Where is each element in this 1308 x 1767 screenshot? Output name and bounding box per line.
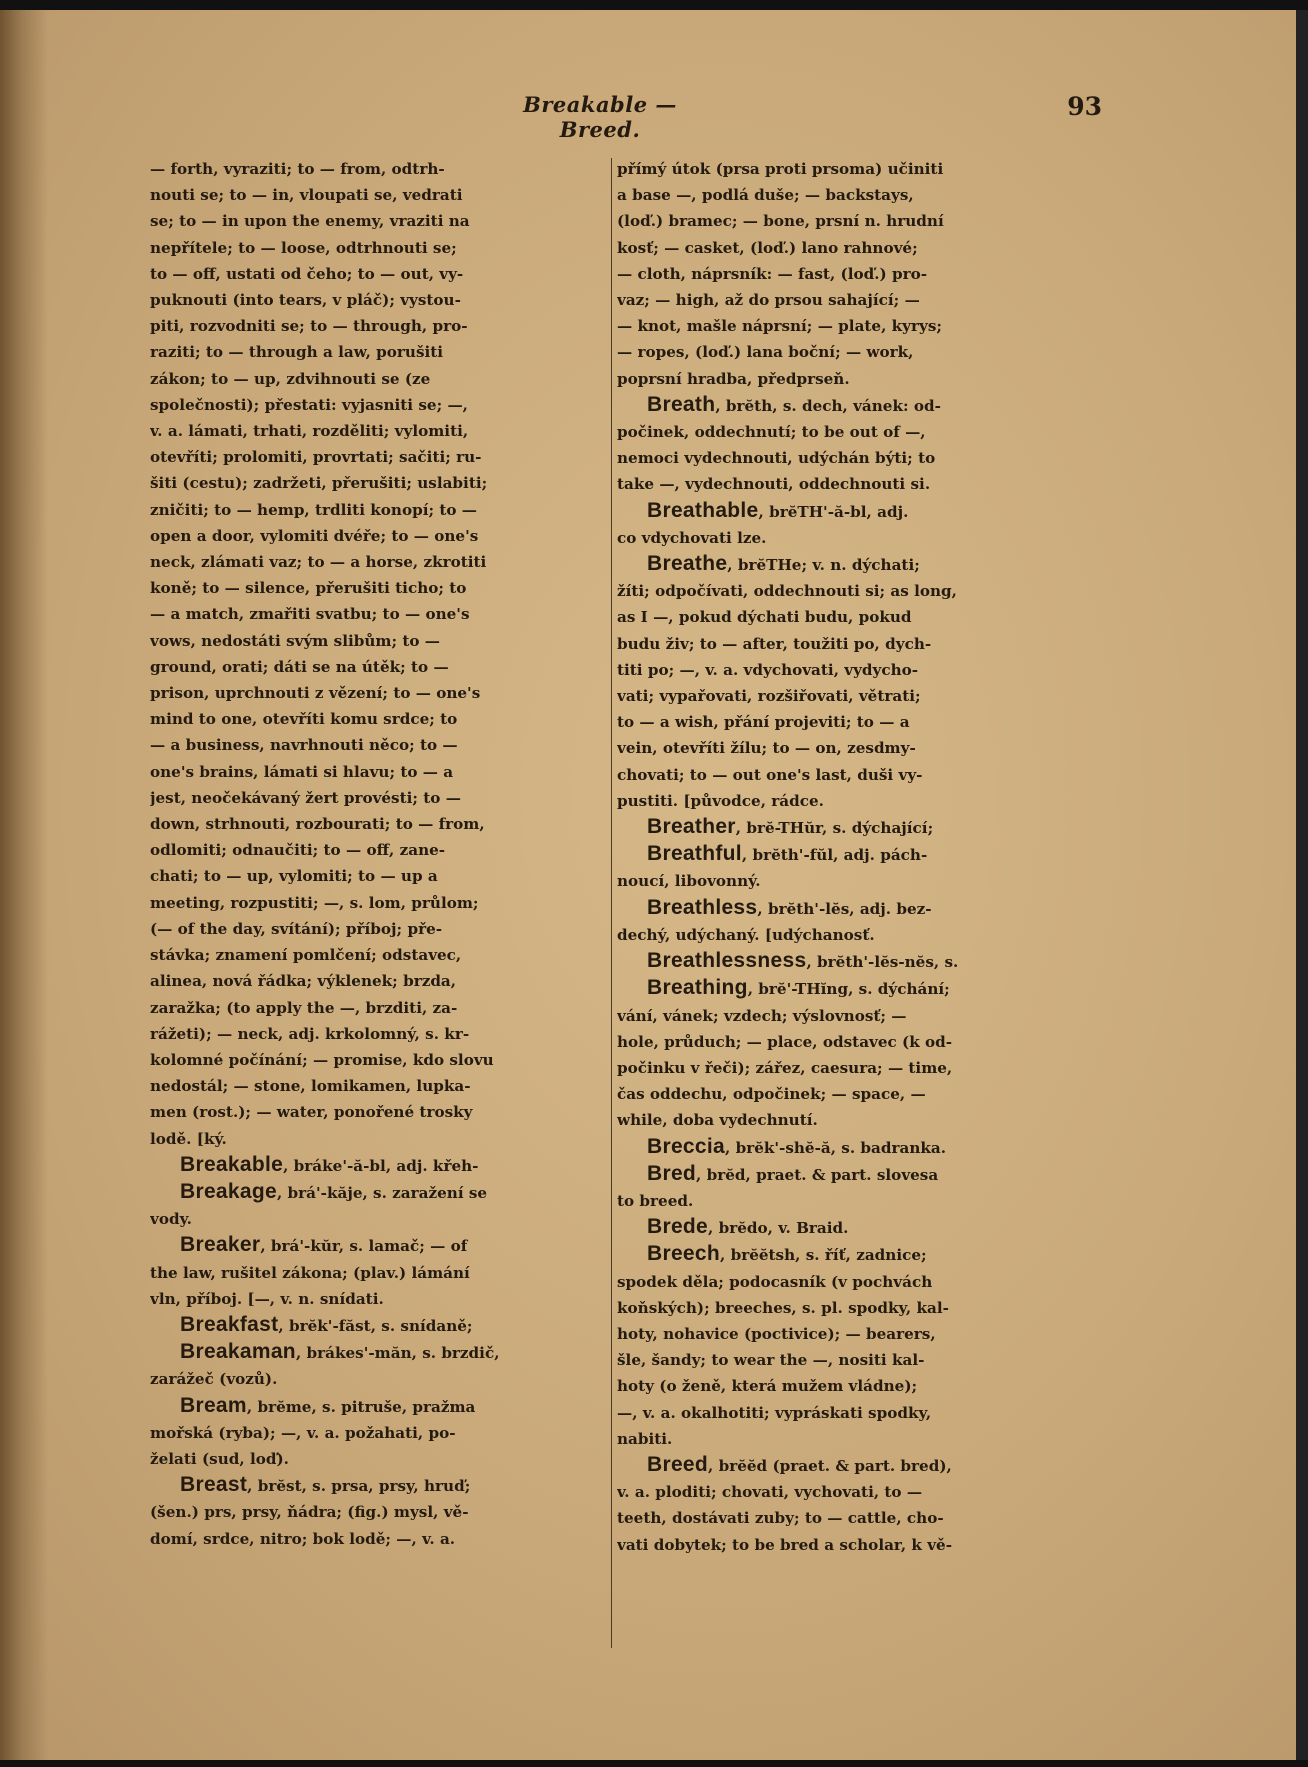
dictionary-line: kolomné počínání; — promise, kdo slovu (150, 1050, 494, 1069)
dictionary-line: otevříti; prolomiti, provrtati; sačiti; ru- (150, 448, 482, 467)
dictionary-line: Breakage, brá'-kăje, s. zaražení se (180, 1179, 488, 1203)
dictionary-line: žíti; odpočívati, oddechnouti si; as long, (617, 582, 957, 601)
dictionary-line: čas oddechu, odpočinek; — space, — (617, 1085, 926, 1104)
dictionary-line: Breed, brĕĕd (praet. & part. bred), (647, 1452, 952, 1476)
dictionary-line: to — a wish, přání projeviti; to — a (617, 713, 910, 732)
headword: Breakaman (180, 1340, 296, 1364)
dictionary-line: alinea, nová řádka; výklenek; brzda, (150, 972, 457, 991)
dictionary-line: mind to one, otevříti komu srdce; to (150, 710, 458, 729)
dictionary-line: zaražka; (to apply the —, brzditi, za- (150, 998, 458, 1017)
dictionary-line: nemoci vydechnouti, udýchán býti; to (617, 449, 936, 468)
dictionary-line: Bred, brĕd, praet. & part. slovesa (647, 1161, 939, 1185)
dictionary-line: hoty (o ženě, která mužem vládne); (617, 1377, 918, 1396)
dictionary-line: vaz; — high, až do prsou sahající; — (617, 291, 920, 310)
dictionary-line: budu živ; to — after, toužiti po, dych- (617, 634, 932, 653)
headword: Breccia (647, 1134, 725, 1158)
dictionary-line: down, strhnouti, rozbourati; to — from, (150, 815, 485, 834)
dictionary-line: Breather, brĕ-THŭr, s. dýchající; (647, 815, 934, 839)
dictionary-line: jest, neočekávaný žert provésti; to — (150, 788, 461, 807)
dictionary-line: domí, srdce, nitro; bok lodě; —, v. a. (150, 1529, 456, 1548)
dictionary-line: prison, uprchnouti z vězení; to — one's (150, 684, 481, 703)
dictionary-line: Breast, brĕst, s. prsa, prsy, hruď; (180, 1473, 471, 1497)
headword: Bred (647, 1161, 697, 1185)
dictionary-line: — a match, zmařiti svatbu; to — one's (150, 605, 470, 624)
headword: Breakable (180, 1152, 284, 1176)
dictionary-line: spodek děla; podocasník (v pochvách (617, 1272, 933, 1291)
dictionary-line: men (rost.); — water, ponořené trosky (150, 1103, 473, 1122)
dictionary-line: Breathless, brĕth'-lĕs, adj. bez- (647, 895, 932, 919)
headword: Breathless (647, 895, 758, 919)
dictionary-line: v. a. lámati, trhati, rozděliti; vylomiti, (150, 422, 469, 441)
dictionary-line: meeting, rozpustiti; —, s. lom, průlom; (150, 893, 479, 912)
headword: Breaker (180, 1233, 261, 1257)
dictionary-line: dechý, udýchaný. [udýchanosť. (617, 925, 875, 944)
dictionary-line: —, v. a. okalhotiti; vypráskati spodky, (617, 1403, 932, 1422)
dictionary-line: — ropes, (loď.) lana boční; — work, (617, 343, 914, 362)
dictionary-line: Breakaman, brákes'-măn, s. brzdič, (180, 1340, 500, 1364)
dictionary-line: Breathlessness, brĕth'-lĕs-nĕs, s. (647, 949, 959, 973)
dictionary-line: Breathable, brĕTH'-ă-bl, adj. (647, 498, 909, 522)
dictionary-line: se; to — in upon the enemy, vraziti na (150, 212, 470, 231)
dictionary-line: ground, orati; dáti se na útěk; to — (150, 657, 449, 676)
dictionary-line: společnosti); přestati: vyjasniti se; —, (150, 395, 468, 414)
book-page (0, 10, 1308, 1760)
dictionary-line: zákon; to — up, zdvihnouti se (ze (150, 369, 431, 388)
dictionary-line: a base —, podlá duše; — backstays, (617, 186, 914, 205)
headword: Brede (647, 1215, 709, 1239)
dictionary-line: v. a. ploditi; chovati, vychovati, to — (617, 1483, 923, 1502)
dictionary-line: chati; to — up, vylomiti; to — up a (150, 867, 438, 886)
dictionary-line: počinku v řeči); zářez, caesura; — time, (617, 1058, 953, 1077)
right-column (617, 156, 1083, 1558)
dictionary-line: šle, šandy; to wear the —, nositi kal- (617, 1351, 925, 1370)
dictionary-line: kosť; — casket, (loď.) lano rahnové; (617, 238, 918, 257)
headword: Breather (647, 815, 736, 839)
dictionary-line: to — off, ustati od čeho; to — out, vy- (150, 264, 464, 283)
dictionary-line: to breed. (617, 1191, 694, 1210)
headword: Breech (647, 1242, 721, 1266)
dictionary-line: Breath, brĕth, s. dech, vánek: od- (647, 392, 941, 416)
dictionary-line: želati (sud, loď). (150, 1449, 289, 1468)
dictionary-line: while, doba vydechnutí. (617, 1111, 818, 1130)
dictionary-line: přímý útok (prsa proti prsoma) učiniti (617, 160, 944, 178)
dictionary-line: stávka; znamení pomlčení; odstavec, (150, 946, 462, 965)
headword: Breathe (647, 552, 728, 576)
headword: Breathful (647, 842, 742, 866)
dictionary-line: Breakfast, brĕk'-făst, s. snídaně; (180, 1312, 473, 1336)
headword: Breathlessness (647, 949, 807, 973)
headword: Bream (180, 1393, 247, 1417)
dictionary-line: vln, příboj. [—, v. n. snídati. (150, 1289, 384, 1308)
headword: Breakage (180, 1179, 277, 1203)
dictionary-line: vein, otevříti žílu; to — on, zesdmy- (617, 739, 916, 758)
dictionary-line: koňských); breeches, s. pl. spodky, kal- (617, 1298, 949, 1317)
dictionary-line: (loď.) bramec; — bone, prsní n. hrudní (617, 212, 944, 231)
headword: Breed (647, 1452, 709, 1476)
dictionary-line: odlomiti; odnaučiti; to — off, zane- (150, 841, 446, 860)
dictionary-line: rážeti); — neck, adj. krkolomný, s. kr- (150, 1024, 470, 1043)
dictionary-line: Brede, brĕdo, v. Braid. (647, 1215, 849, 1239)
left-column (150, 156, 610, 1552)
dictionary-line: nepřítele; to — loose, odtrhnouti se; (150, 238, 457, 257)
dictionary-line: šiti (cestu); zadržeti, přerušiti; uslabiti; (150, 474, 488, 493)
dictionary-line: one's brains, lámati si hlavu; to — a (150, 762, 454, 781)
dictionary-line: teeth, dostávati zuby; to — cattle, cho- (617, 1509, 944, 1528)
dictionary-line: open a door, vylomiti dvéře; to — one's (150, 526, 479, 545)
dictionary-line: nouti se; to — in, vloupati se, vedrati (150, 186, 463, 205)
dictionary-line: take —, vydechnouti, oddechnouti si. (617, 475, 931, 494)
page-number: 93 (1067, 92, 1102, 121)
dictionary-line: koně; to — silence, přerušiti ticho; to (150, 579, 467, 598)
dictionary-line: noucí, libovonný. (617, 872, 761, 891)
dictionary-line: zarážeč (vozů). (150, 1370, 278, 1389)
dictionary-line: — knot, mašle náprsní; — plate, kyrys; (617, 317, 942, 336)
dictionary-line: nabiti. (617, 1429, 673, 1448)
dictionary-line: mořská (ryba); —, v. a. požahati, po- (150, 1423, 456, 1442)
dictionary-line: Breech, brĕĕtsh, s. říť, zadnice; (647, 1242, 927, 1266)
dictionary-line: hoty, nohavice (poctivice); — bearers, (617, 1324, 936, 1343)
dictionary-line: the law, rušitel zákona; (plav.) lámání (150, 1263, 470, 1282)
dictionary-line: (šen.) prs, prsy, ňádra; (fig.) mysl, vě- (150, 1503, 469, 1522)
dictionary-line: raziti; to — through a law, porušiti (150, 343, 444, 362)
dictionary-line: lodě. [ký. (150, 1129, 227, 1148)
spine-shadow (0, 10, 48, 1760)
dictionary-line: vati dobytek; to be bred a scholar, k vě- (617, 1535, 952, 1554)
headword: Breath (647, 392, 716, 416)
dictionary-line: Breathe, brĕTHe; v. n. dýchati; (647, 552, 920, 576)
dictionary-line: Breaker, brá'-kŭr, s. lamač; — of (180, 1233, 468, 1257)
dictionary-line: — forth, vyraziti; to — from, odtrh- (150, 160, 445, 178)
page-edge (1296, 10, 1308, 1760)
dictionary-line: neck, zlámati vaz; to — a horse, zkrotiti (150, 553, 487, 572)
dictionary-line: nedostál; — stone, lomikamen, lupka- (150, 1077, 471, 1096)
dictionary-line: pustiti. [původce, rádce. (617, 791, 824, 810)
column-divider (611, 158, 612, 1648)
dictionary-line: piti, rozvodniti se; to — through, pro- (150, 317, 468, 336)
dictionary-line: poprsní hradba, předprseň. (617, 369, 850, 388)
dictionary-line: chovati; to — out one's last, duši vy- (617, 765, 923, 784)
dictionary-line: vows, nedostáti svým slibům; to — (150, 631, 440, 650)
dictionary-line: hole, průduch; — place, odstavec (k od- (617, 1032, 953, 1051)
dictionary-line: zničiti; to — hemp, trdliti konopí; to — (150, 500, 477, 519)
headword: Breast (180, 1473, 248, 1497)
dictionary-line: počinek, oddechnutí; to be out of —, (617, 423, 926, 442)
headword: Breakfast (180, 1312, 279, 1336)
dictionary-line: as I —, pokud dýchati budu, pokud (617, 608, 912, 627)
dictionary-line: Breathing, brĕ'-THĭng, s. dýchání; (647, 976, 950, 1000)
dictionary-line: Breakable, bráke'-ă-bl, adj. křeh- (180, 1152, 479, 1176)
dictionary-line: co vdychovati lze. (617, 528, 767, 547)
dictionary-line: Breathful, brĕth'-fŭl, adj. pách- (647, 842, 928, 866)
dictionary-line: (— of the day, svítání); příboj; pře- (150, 919, 443, 938)
dictionary-line: titi po; —, v. a. vdychovati, vydycho- (617, 660, 919, 679)
dictionary-line: Breccia, brĕk'-shĕ-ă, s. badranka. (647, 1134, 947, 1158)
dictionary-line: vání, vánek; vzdech; výslovnosť; — (617, 1006, 907, 1025)
dictionary-line: — a business, navrhnouti něco; to — (150, 736, 458, 755)
dictionary-line: vati; vypařovati, rozšiřovati, větrati; (617, 687, 921, 706)
dictionary-line: puknouti (into tears, v pláč); vystou- (150, 291, 461, 310)
headword: Breathing (647, 976, 748, 1000)
running-head: Breakable — Breed. (523, 92, 677, 142)
headword: Breathable (647, 498, 759, 522)
dictionary-line: — cloth, náprsník: — fast, (loď.) pro- (617, 264, 928, 283)
dictionary-line: vody. (150, 1210, 192, 1229)
dictionary-line: Bream, brĕme, s. pitruše, pražma (180, 1393, 476, 1417)
